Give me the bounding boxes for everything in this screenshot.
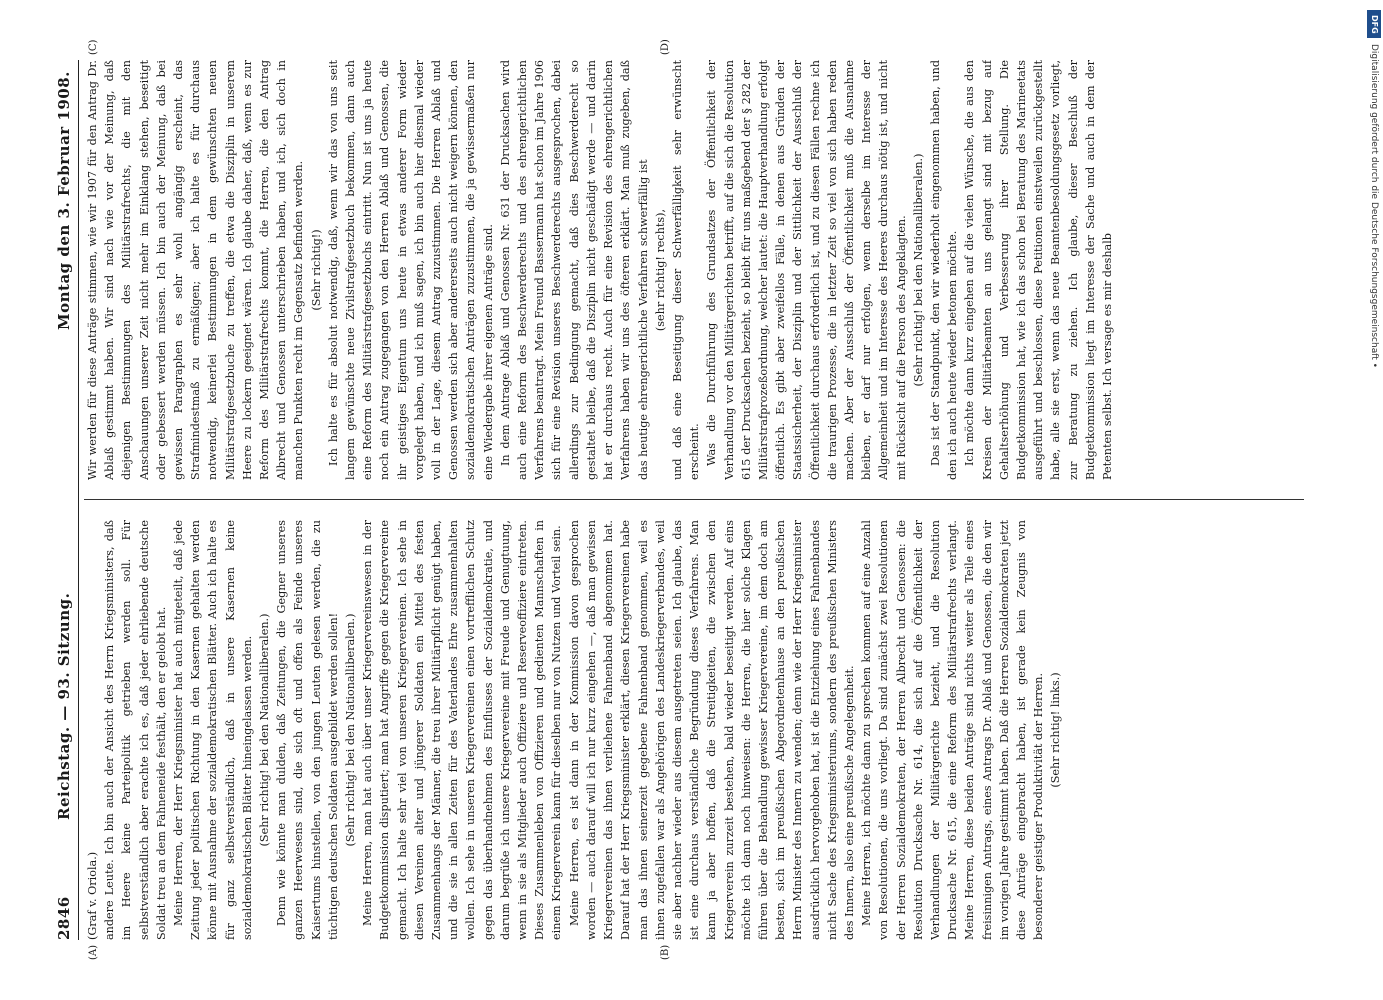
interjection: (Sehr richtig! bei den Nationalliberalen.) — [258, 613, 272, 847]
paragraph: Meine Herren, ich möchte dann zu sprechen kommen auf eine Anzahl von Resolutionen, die uns vorliegt. Da sind zunächst zwei Resolutionen der Herren Sozialdemokraten, der Herren Albrecht und Genossen: die Resolution Drucksache Nr. 614, die sich auf die Öffentlichkeit der Verhandlungen der Militärgerichte bezieht, und die Resolution Drucksache Nr. 615, die eine Reform des Militärstrafrechts verlangt. Meine Herren, diese beiden Anträge sind nichts weiter als Teile eines freisinnigen Antrags, eines Antrags Dr. Ablaß und Genossen, die den wir im vorigen Jahre gestimmt haben. Daß die Herren Sozialdemokraten jetzt diese Anträge eingebracht haben, ist gerade kein Zeugnis von besonderer geistiger Produktivität der Herren. — [860, 520, 1046, 940]
paragraph: Ich möchte dann kurz eingehen auf die vielen Wünsche, die aus den Kreisen der Militärbeamten an uns gelangt sind mit bezug auf Gehaltserhöhung und Verbesserung ihrer Stellung. Die Budgetkommission hat, wie ich das schon bei Beratung des Marineetats ausgeführt und beschlossen, diese Petitionen einstweilen zurückgestellt habe, alle sie erst, wenn das neue Beamtenbesoldungsgesetz vorliegt, zur Beratung zu ziehen. Ich glaube, dieser Beschluß der Budgetkommission liegt im Interesse der Sache und auch in dem der Petenten selbst. Ich versage es mir deshalb — [963, 60, 1114, 480]
paragraph: Ich halte es für absolut notwendig, daß, wenn wir das von uns seit langem gewünschte neue Zivilstrafgesetzbuch bekommen, dann auch eine Reform des Militärstrafgesetzbuchs eintritt. Nun ist uns ja heute noch ein Antrag zugegangen von den Herren Ablaß und Genossen, die ihr geistiges Eigentum uns heute in etwas anderer Form wieder vorgelegt haben, und ich muß sagen, ich bin auch hier diesmal wieder voll in der Lage, diesem Antrag zuzustimmen. Die Herren Ablaß und Genossen werden sich aber andererseits auch nicht weigern können, den sozialdemokratischen Anträgen zuzustimmen, die ja gewissermaßen nur eine Wiedergabe ihrer eigenen Anträge sind. — [326, 60, 495, 480]
left-column — [84, 520, 1304, 940]
margin-marker-b: (B) — [660, 944, 671, 960]
paragraph: Was die Durchführung des Grundsatzes der Öffentlichkeit der Verhandlung vor den Militärgerichten betrifft, auf die sich die Resolution 615 der Drucksachen bezieht, so bleibt für uns maßgebend der § 282 der Militärstrafprozeßordnung, welcher lautet: die Hauptverhandlung erfolgt öffentlich. Es gibt aber zweifellos Fälle, in denen aus Gründen der Staatssicherheit, der Disziplin und der Sittlichkeit der Ausschluß der Öffentlichkeit durchaus erforderlich ist, und zu diesen Fällen rechne ich die traurigen Prozesse, die in letzter Zeit so viel von sich haben reden machen. Aber der Ausschluß der Öffentlichkeit muß die Ausnahme bleiben, er darf nur erfolgen, wenn derselbe im Interesse der Allgemeinheit und im Interesse des Heeres durchaus nötig ist, und nicht mit Rücksicht auf die Person des Angeklagten. — [705, 60, 908, 480]
paragraph: In dem Antrage Ablaß und Genossen Nr. 631 der Drucksachen wird auch eine Reform des Beschwerderechts und des ehrengerichtlichen Verfahrens beantragt. Mein Freund Bassermann hat schon im Jahre 1906 sich für eine Revision unseres Beschwerderechts ausgesprochen, dabei allerdings zur Bedingung gemacht, daß dies Beschwerderecht so gestaltet bleibe, daß die Disziplin nicht geschädigt werde — und darin hat er durchaus recht. Auch für eine Revision des ehrengerichtlichen Verfahrens haben wir uns des öfteren erklärt. Man muß zugeben, daß das heutige ehrengerichtliche Verfahren schwerfällig ist — [498, 60, 650, 480]
margin-marker-d: (D) — [660, 39, 671, 55]
paragraph: Meine Herren, man hat auch über unser Kriegervereinswesen in der Budgetkommission disputiert; man hat Angriffe gegen die Kriegervereine gemacht. Ich halte sehr viel von unseren Kriegervereinen. Ich sehe in diesen Vereinen alter und jüngerer Soldaten ein Mittel des festen Zusammenhangs der Männer, die treu ihrer Militärpflicht genügt haben, und die sie in allen Zeiten für des Vaterlandes Ehre zusammenhalten wollen. Ich sehe in unseren Kriegervereinen einen vortrefflichen Schutz gegen das überhandnehmen des Einflusses der Sozialdemokratie, und darum begrüße ich unsere Kriegervereine mit Freude und Genugtuung, wenn in sie als Mitglieder auch Offiziere und Reserveoffiziere eintreten. Dieses Zusammenleben von Offizieren und gedienten Mannschaften in einem Kriegerverein kann für dieselben nur von Nutzen und Vorteil sein. — [361, 520, 564, 940]
interjection: (Sehr richtig! links.) — [1049, 672, 1063, 788]
margin-marker-a: (A) — [88, 944, 99, 960]
session-date: Montag den 3. Februar 1908. — [55, 71, 73, 330]
digitization-note: Digitalisierung gefördert durch die Deutsche Forschungsgemeinschaft • — [1369, 44, 1379, 368]
header-rule — [78, 60, 79, 940]
margin-marker-c: (C) — [88, 39, 99, 55]
interjection: (Sehr richtig! bei den Nationalliberalen.) — [344, 613, 358, 847]
dfg-logo: DFG — [1367, 10, 1381, 38]
column-divider — [84, 499, 1304, 500]
page-header — [55, 60, 77, 940]
page-number: 2846 — [55, 896, 73, 940]
right-column — [84, 60, 1304, 480]
paragraph: Meine Herren, der Herr Kriegsminister hat auch mitgeteilt, daß jede Zeitung jeder politischen Richtung in den Kasernen gehalten werden könne mit Ausnahme der sozialdemokratischen Blätter. Auch ich halte es für ganz selbstverständlich, daß in unsere Kasernen keine sozialdemokratischen Blätter hineingelassen werden. — [172, 520, 254, 940]
paragraph: Das ist der Standpunkt, den wir wiederholt eingenommen haben, und den ich auch heute wieder betonen möchte. — [928, 60, 960, 480]
interjection: (Sehr richtig!) — [309, 229, 323, 311]
interjection: (Sehr richtig! bei den Nationalliberalen.) — [911, 153, 925, 387]
paragraph: andere Leute. Ich bin auch der Ansicht des Herrn Kriegsministers, daß im Heere keine Parteipolitik getrieben werden soll. Für selbstverständlich aber erachte ich es, daß jeder ehrliebende deutsche Soldat treu an dem Fahneneide festhält, den er gelobt hat. — [103, 520, 168, 940]
speaker-tag: (Graf v. Oriola.) — [86, 851, 99, 940]
paragraph: Denn wie könnte man dulden, daß Zeitungen, die Gegner unseres ganzen Heerwesens sind, die sich oft und offen als Feinde unseres Kaisertums hinstellen, von den jungen Leuten gelesen werden, die zu tüchtigen deutschen Soldaten ausgebildet werden sollen! — [275, 520, 340, 940]
interjection: (sehr richtig! rechts), — [653, 208, 667, 332]
paragraph: und daß eine Beseitigung dieser Schwerfälligkeit sehr erwünscht erscheint. — [670, 60, 702, 480]
paragraph: Meine Herren, es ist dann in der Kommission davon gesprochen worden — auch darauf will ich nur kurz eingehen —, daß man gewissen Kriegervereinen das ihnen verliehene Fahnenband abgenommen hat. Darauf hat der Herr Kriegsminister erklärt, diesen Kriegervereinen habe man das ihnen seinerzeit gegebene Fahnenband genommen, weil es ihnen zugefallen war als Angehörigen des Landeskriegerverbandes, weil sie aber nachher wieder aus diesem ausgetreten seien. Ich glaube, das ist eine durchaus verständliche Begründung dieses Verfahrens. Man kann ja aber hoffen, daß die Streitigkeiten, die zwischen den Kriegerverein zurzeit bestehen, bald wieder beseitigt werden. Auf eins möchte ich dann noch hinweisen: die Herren, die hier solche Klagen führen über die Behandlung gewisser Kriegervereine, im dem doch am besten, sich im preußischen Abgeordnetenhause an den preußischen Herrn Minister des Innern zu wenden; denn wie der Herr Kriegsminister ausdrücklich hervorgehoben hat, ist die Entziehung eines Fahnenbandes nicht Sache des Kriegsministeriums, sondern des preußischen Ministers des Innern, also eine preußische Angelegenheit. — [567, 520, 856, 940]
paragraph: Wir werden für diese Anträge stimmen, wie wir 1907 für den Antrag Dr. Ablaß gestimmt haben. Wir sind nach wie vor der Meinung, daß diejenigen Bestimmungen des Militärstrafrechts, die mit den Anschauungen unserer Zeit nicht mehr im Einklang stehen, beseitigt oder gebessert werden müssen. Ich bin auch der Meinung, daß bei gewissen Paragraphen es sehr wohl angängig erscheint, das Strafmindestmaß zu ermäßigen; aber ich halte es für durchaus notwendig, keinerlei Bestimmungen in dem gewünschten neuen Militärstrafgesetzbuche zu treffen, die etwa die Disziplin in unserem Heere zu lockern geeignet wären. Ich glaube daher, daß, wenn es zur Reform des Militärstrafrechts kommt, die Herren, die den Antrag Albrecht und Genossen unterschrieben haben, und ich, sich doch in manchen Punkten recht im Gegensatz befinden werden. — [86, 60, 306, 480]
session-title: Reichstag. — 93. Sitzung. — [55, 592, 73, 820]
